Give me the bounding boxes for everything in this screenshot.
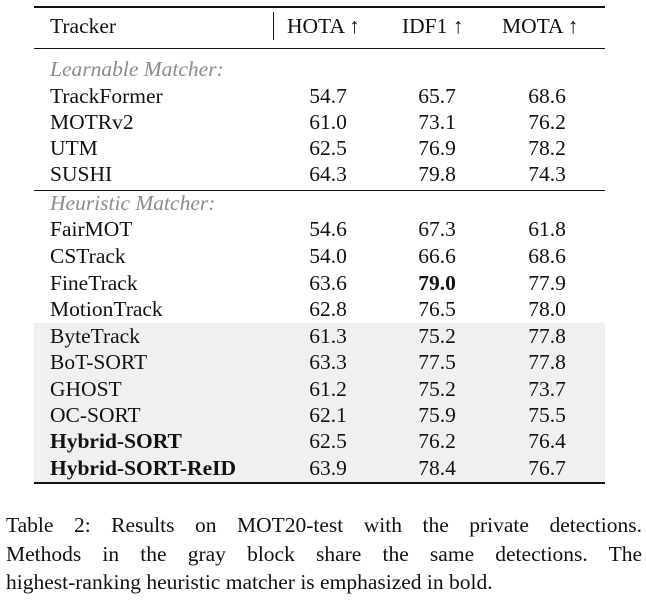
header-vertical-rule (273, 12, 274, 40)
row-idf1: 73.1 (418, 110, 456, 134)
row-mota: 77.8 (528, 324, 566, 348)
row-idf1: 75.9 (418, 403, 456, 427)
row-mota: 73.7 (528, 377, 566, 401)
row-hota: 54.7 (309, 84, 347, 108)
caption-line: Table 2: Results on MOT20-test with the private detections. (6, 513, 642, 537)
row-name: BoT-SORT (50, 350, 148, 374)
row-name: Hybrid-SORT-ReID (50, 456, 237, 480)
row-mota: 76.7 (528, 456, 566, 480)
row-mota: 68.6 (528, 84, 566, 108)
row-hota: 61.0 (309, 110, 347, 134)
row-hota: 62.1 (309, 403, 347, 427)
row-mota: 75.5 (528, 403, 566, 427)
row-hota: 62.8 (309, 297, 347, 321)
caption-line: Methods in the gray block share the same detections. The (6, 541, 642, 566)
row-hota: 63.9 (309, 456, 347, 480)
row-name: MotionTrack (50, 297, 163, 321)
row-idf1: 76.2 (418, 429, 456, 453)
row-idf1: 79.8 (418, 162, 456, 186)
row-name: MOTRv2 (50, 110, 134, 134)
row-idf1: 76.9 (418, 136, 456, 160)
row-hota: 63.3 (309, 350, 347, 374)
row-idf1: 75.2 (418, 324, 456, 348)
row-name: UTM (50, 136, 98, 160)
row-idf1: 67.3 (418, 217, 456, 241)
section-title-learnable: Learnable Matcher: (50, 57, 224, 81)
header-tracker: Tracker (50, 14, 117, 38)
row-idf1: 78.4 (418, 456, 456, 480)
row-idf1-best: 79.0 (418, 271, 456, 295)
row-name: OC-SORT (50, 403, 141, 427)
row-idf1: 75.2 (418, 377, 456, 401)
row-hota: 62.5 (309, 136, 347, 160)
row-name: Hybrid-SORT (50, 429, 182, 453)
header-rule (34, 48, 605, 49)
row-mota: 77.9 (528, 271, 566, 295)
row-idf1: 65.7 (418, 84, 456, 108)
row-name: TrackFormer (50, 84, 163, 108)
row-mota: 68.6 (528, 244, 566, 268)
table-caption (6, 511, 642, 597)
row-hota: 62.5 (309, 429, 347, 453)
row-mota: 78.0 (528, 297, 566, 321)
header-mota: MOTA ↑ (502, 14, 579, 38)
row-hota: 64.3 (309, 162, 347, 186)
row-mota: 76.4 (528, 429, 566, 453)
header-hota: HOTA ↑ (287, 14, 360, 38)
top-rule (34, 6, 605, 8)
row-hota: 63.6 (309, 271, 347, 295)
caption-line: highest-ranking heuristic matcher is emphasized in bold. (6, 570, 493, 594)
row-name: GHOST (50, 377, 122, 401)
row-idf1: 66.6 (418, 244, 456, 268)
row-name: CSTrack (50, 244, 126, 268)
row-mota: 61.8 (528, 217, 566, 241)
row-hota: 61.3 (309, 324, 347, 348)
row-mota: 76.2 (528, 110, 566, 134)
row-idf1: 77.5 (418, 350, 456, 374)
bottom-rule (34, 482, 605, 484)
section-title-heuristic: Heuristic Matcher: (50, 191, 216, 215)
row-name: FairMOT (50, 217, 133, 241)
row-hota: 54.6 (309, 217, 347, 241)
row-name: ByteTrack (50, 324, 140, 348)
header-idf1: IDF1 ↑ (402, 14, 464, 38)
row-mota: 74.3 (528, 162, 566, 186)
row-name: SUSHI (50, 162, 113, 186)
row-mota: 77.8 (528, 350, 566, 374)
row-mota: 78.2 (528, 136, 566, 160)
row-hota: 61.2 (309, 377, 347, 401)
row-idf1: 76.5 (418, 297, 456, 321)
row-name: FineTrack (50, 271, 138, 295)
row-hota: 54.0 (309, 244, 347, 268)
